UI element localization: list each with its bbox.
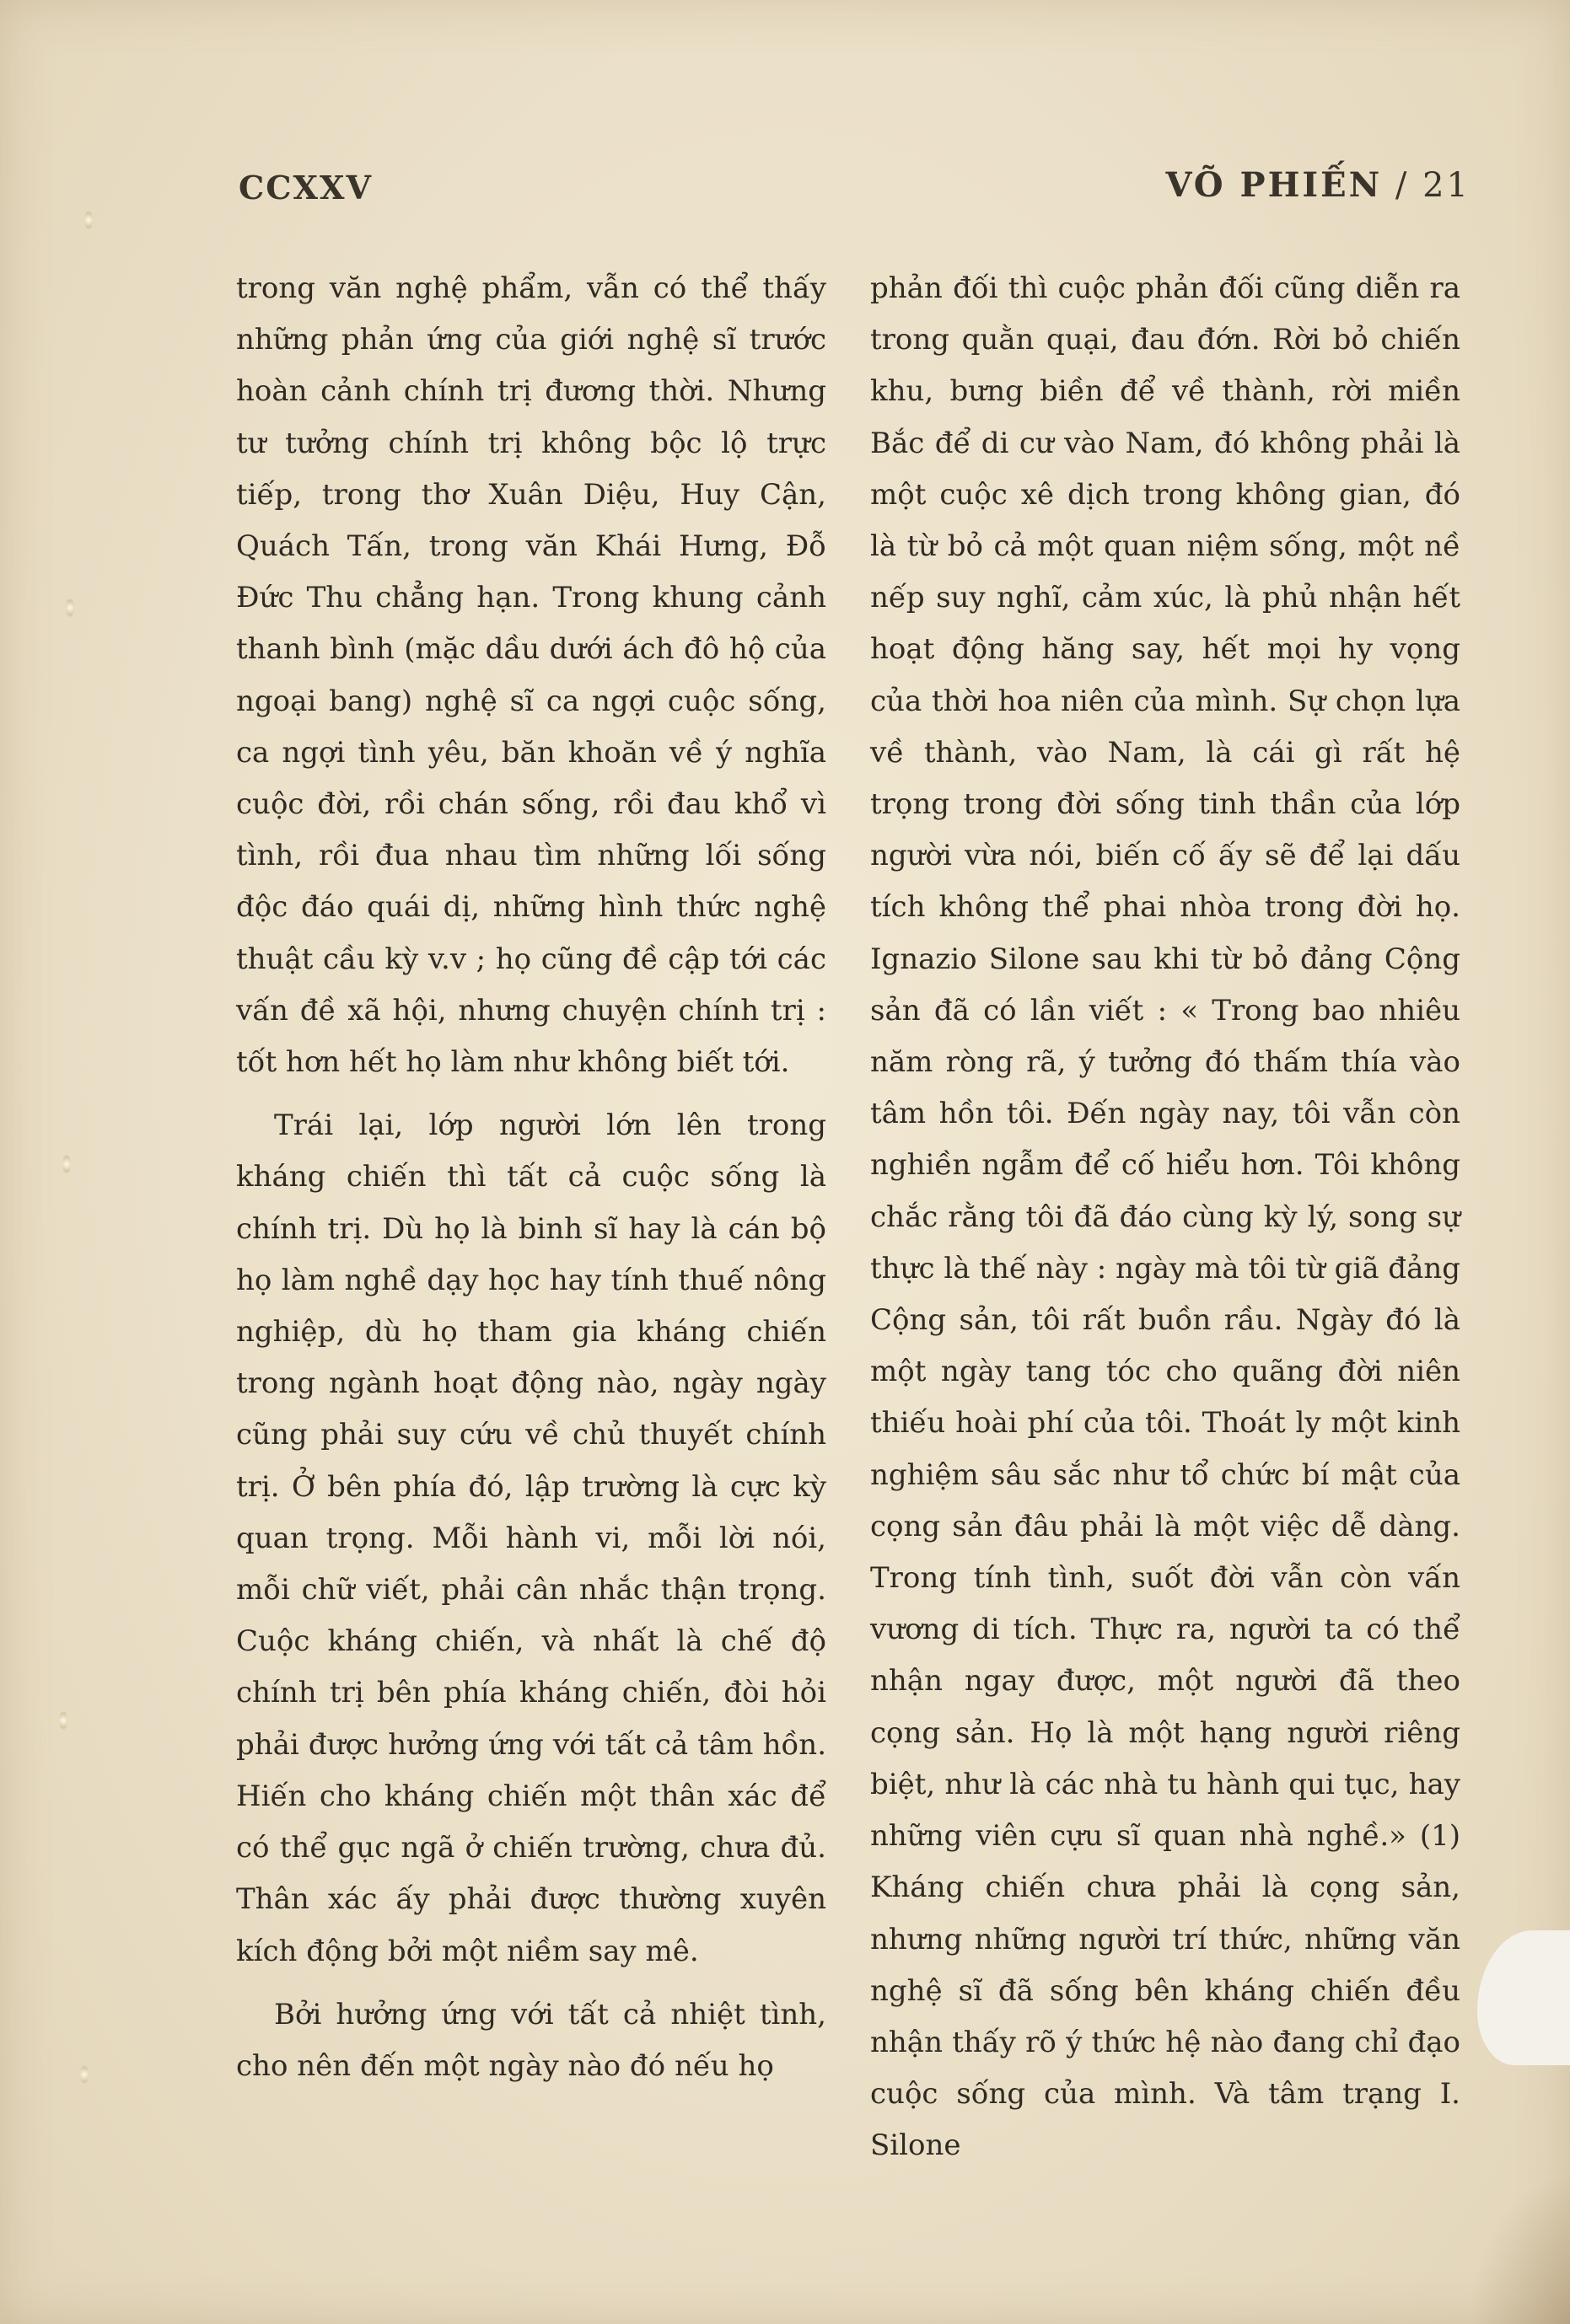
- right-text-column: [870, 263, 1460, 2172]
- running-header: [1165, 165, 1471, 205]
- corner-stain: [1469, 2172, 1570, 2324]
- paragraph: Bởi hưởng ứng với tất cả nhiệt tình, cho nên đến một ngày nào đó nếu họ: [236, 1997, 826, 2083]
- left-text-column: [236, 263, 826, 2092]
- torn-edge: [1477, 1930, 1570, 2065]
- staple-hole: [80, 2065, 89, 2084]
- staple-hole: [62, 1155, 71, 1173]
- author-name: VÕ PHIẾN: [1165, 165, 1383, 205]
- section-number: CCXXV: [239, 169, 373, 207]
- staple-hole: [59, 1711, 67, 1730]
- paragraph: Trái lại, lớp người lớn lên trong kháng chiến thì tất cả cuộc sống là chính trị. Dù họ là binh sĩ hay là cán bộ họ làm nghề dạy học hay tính thuế nông nghiệp, dù họ tham gia kháng chiến trong ngành hoạt động nào, ngày ngày cũng phải suy cứu về chủ thuyết chính trị. Ở bên phía đó, lập trường là cực kỳ quan trọng. Mỗi hành vi, mỗi lời nói, mỗi chữ viết, phải cân nhắc thận trọng. Cuộc kháng chiến, và nhất là chế độ chính trị bên phía kháng chiến, đòi hỏi phải được hưởng ứng với tất cả tâm hồn. Hiến cho kháng chiến một thân xác để có thể gục ngã ở chiến trường, chưa đủ. Thân xác ấy phải được thường xuyên kích động bởi một niềm say mê.: [236, 1108, 826, 1968]
- staple-hole: [66, 598, 74, 617]
- paragraph: trong văn nghệ phẩm, vẫn có thể thấy những phản ứng của giới nghệ sĩ trước hoàn cảnh chính trị đương thời. Nhưng tư tưởng chính trị không bộc lộ trực tiếp, trong thơ Xuân Diệu, Huy Cận, Quách Tấn, trong văn Khái Hưng, Đỗ Đức Thu chẳng hạn. Trong khung cảnh thanh bình (mặc dầu dưới ách đô hộ của ngoại bang) nghệ sĩ ca ngợi cuộc sống, ca ngợi tình yêu, băn khoăn về ý nghĩa cuộc đời, rồi chán sống, rồi đau khổ vì tình, rồi đua nhau tìm những lối sống độc đáo quái dị, những hình thức nghệ thuật cầu kỳ v.v ; họ cũng đề cập tới các vấn đề xã hội, nhưng chuyện chính trị : tốt hơn hết họ làm như không biết tới.: [236, 271, 826, 1080]
- header-separator: /: [1395, 166, 1410, 205]
- page-number: 21: [1422, 166, 1471, 205]
- paragraph: phản đối thì cuộc phản đối cũng diễn ra trong quằn quại, đau đớn. Rời bỏ chiến khu, bưng biền để về thành, rời miền Bắc để di cư vào Nam, đó không phải là một cuộc xê dịch trong không gian, đó là từ bỏ cả một quan niệm sống, một nề nếp suy nghĩ, cảm xúc, là phủ nhận hết hoạt động hăng say, hết mọi hy vọng của thời hoa niên của mình. Sự chọn lựa về thành, vào Nam, là cái gì rất hệ trọng trong đời sống tinh thần của lớp người vừa nói, biến cố ấy sẽ để lại dấu tích không thể phai nhòa trong đời họ. Ignazio Silone sau khi từ bỏ đảng Cộng sản đã có lần viết : « Trong bao nhiêu năm ròng rã, ý tưởng đó thấm thía vào tâm hồn tôi. Đến ngày nay, tôi vẫn còn nghiền ngẫm để cố hiểu hơn. Tôi không chắc rằng tôi đã đáo cùng kỳ lý, song sự thực là thế này : ngày mà tôi từ giã đảng Cộng sản, tôi rất buồn rầu. Ngày đó là một ngày tang tóc cho quãng đời niên thiếu hoài phí của tôi. Thoát ly một kinh nghiệm sâu sắc như tổ chức bí mật của cọng sản đâu phải là một việc dễ dàng. Trong tính tình, suốt đời vẫn còn vấn vương di tích. Thực ra, người ta có thể nhận ngay được, một người đã theo cọng sản. Họ là một hạng người riêng biệt, như là các nhà tu hành qui tục, hay những viên cựu sĩ quan nhà nghề.» (1) Kháng chiến chưa phải là cọng sản, nhưng những người trí thức, những văn nghệ sĩ đã sống bên kháng chiến đều nhận thấy rõ ý thức hệ nào đang chỉ đạo cuộc sống của mình. Và tâm trạng I. Silone: [870, 271, 1460, 2163]
- staple-hole: [84, 211, 93, 229]
